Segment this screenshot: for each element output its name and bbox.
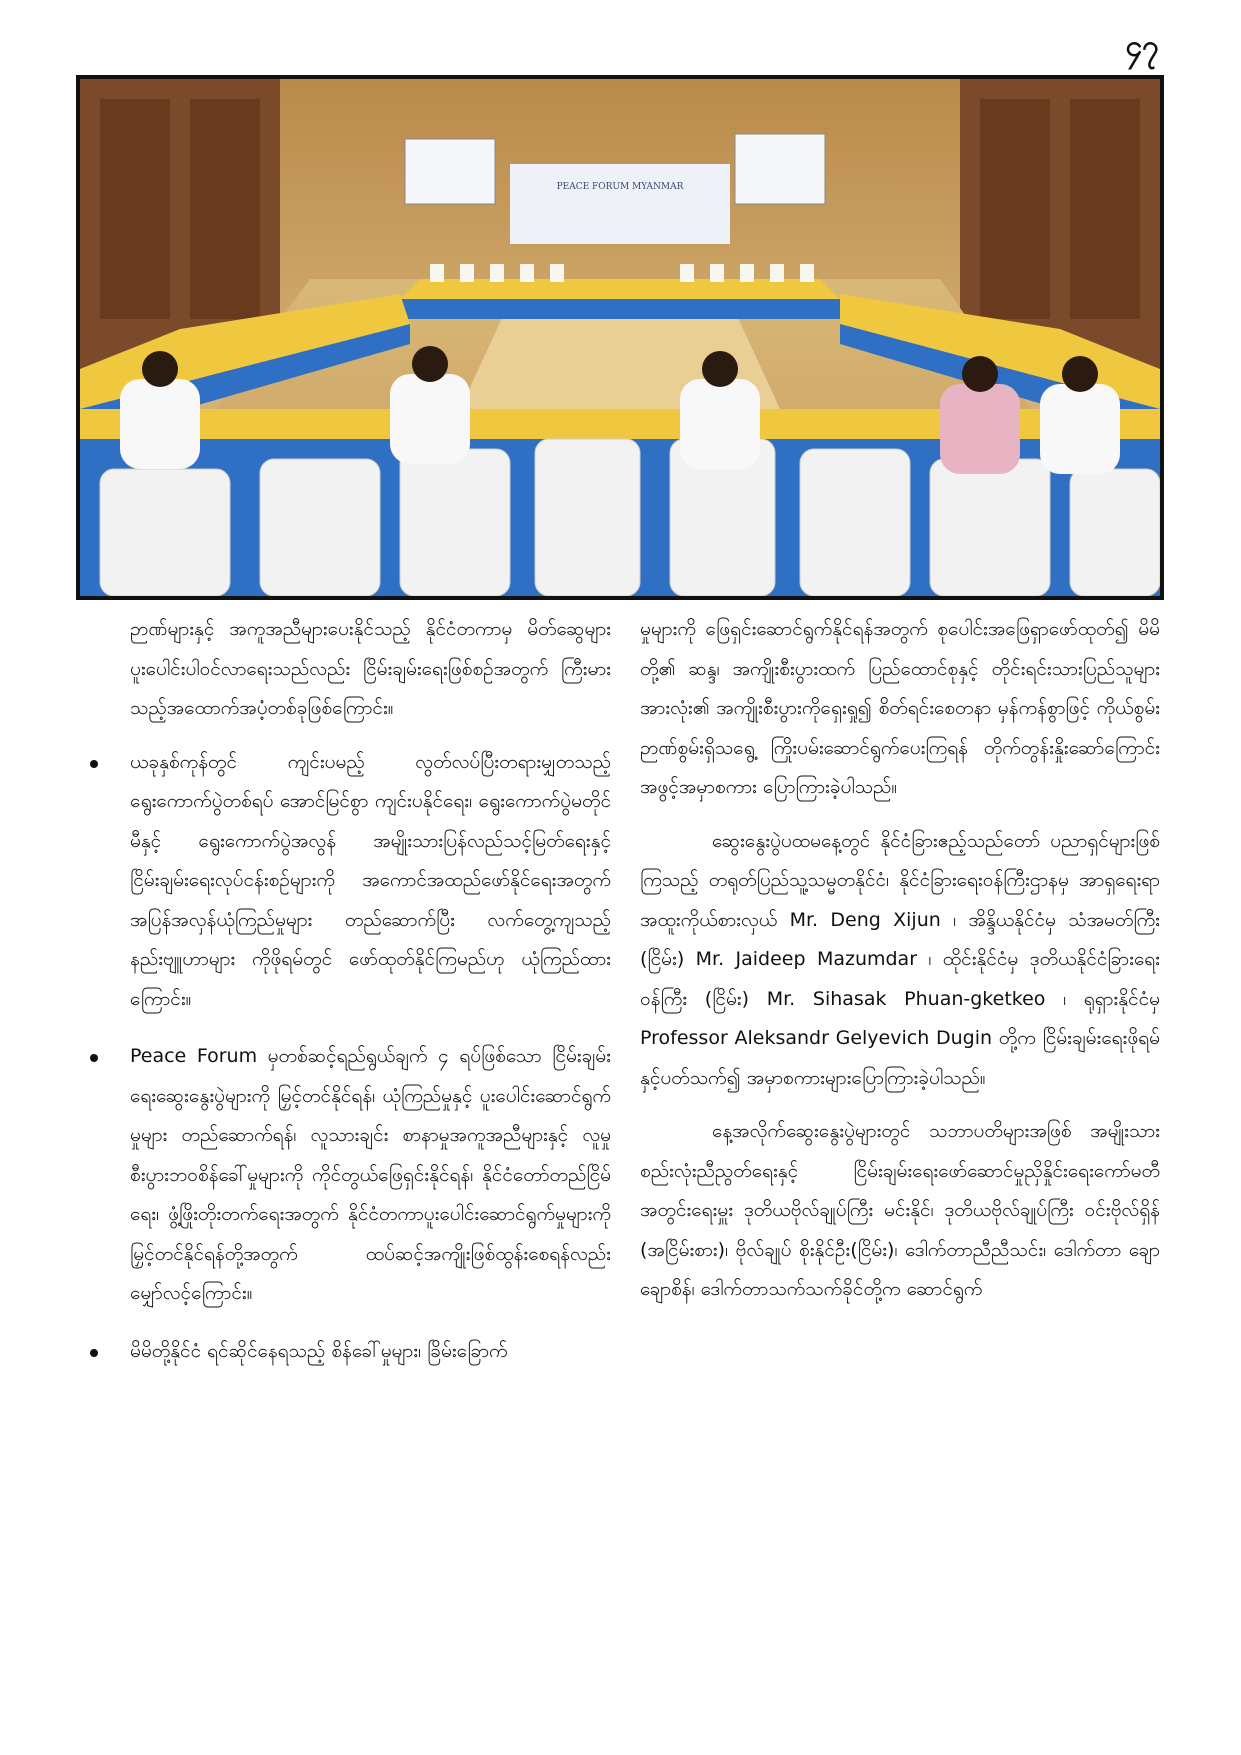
- right-paragraph: ဆွေးနွေးပွဲပထမနေ့တွင် နိုင်ငံခြားဧည့်သည်တော် ပညာရှင်များဖြစ်ကြသည့် တရုတ်ပြည်သူ့သမ္မတနိုင်ငံ၊ နိုင်ငံခြားရေးဝန်ကြီးဌာနမှ အာရှရေးရာအထူးကိုယ်စားလှယ် Mr. Deng Xijun ၊ အိန္ဒိယနိုင်ငံမှ သံအမတ်ကြီး (ငြိမ်း) Mr. Jaideep Mazumdar ၊ ထိုင်းနိုင်ငံမှ ဒုတိယနိုင်ငံခြားရေးဝန်ကြီး (ငြိမ်း) Mr. Sihasak Phuan-gketkeo ၊ ရုရှားနိုင်ငံမှ Professor Aleksandr Gelyevich Dugin တို့က ငြိမ်းချမ်းရေးဖိုရမ်နှင့်ပတ်သက်၍ အမှာစကားများပြောကြားခဲ့ပါသည်။: [640, 829, 1160, 1089]
- left-column: [96, 610, 611, 1389]
- bullet-icon: [90, 760, 98, 768]
- left-continuation: ဉာဏ်များနှင့် အကူအညီများပေးနိုင်သည့် နိုင်ငံတကာမှ မိတ်ဆွေများ ပူးပေါင်းပါဝင်လာရေးသည်လည်း ငြိမ်းချမ်းရေးဖြစ်စဉ်အတွက် ကြီးမားသည့်အထောက်အပံ့တစ်ခုဖြစ်ကြောင်း။: [130, 618, 611, 719]
- bullet-text: ယခုနှစ်ကုန်တွင် ကျင်းပမည့် လွတ်လပ်ပြီးတရားမျှတသည့် ရွေးကောက်ပွဲတစ်ရပ် အောင်မြင်စွာ ကျင်းပနိုင်ရေး၊ ရွေးကောက်ပွဲမတိုင်မီနှင့် ရွေးကောက်ပွဲအလွန် အမျိုးသားပြန်လည်သင့်မြတ်ရေးနှင့် ငြိမ်းချမ်းရေးလုပ်ငန်းစဉ်များကို အကောင်အထည်ဖော်နိုင်ရေးအတွက် အပြန်အလှန်ယုံကြည်မှုများ တည်ဆောက်ပြီး လက်တွေ့ကျသည့် နည်းဗျူဟာများ ကိုဖိုရမ်တွင် ဖော်ထုတ်နိုင်ကြမည်ဟု ယုံကြည်ထားကြောင်း။: [130, 750, 611, 1010]
- right-paragraph: မှုများကို ဖြေရှင်းဆောင်ရွက်နိုင်ရန်အတွက် စုပေါင်းအဖြေရှာဖော်ထုတ်၍ မိမိတို့၏ ဆန္ဒ၊ အကျိုးစီးပွားထက် ပြည်ထောင်စုနှင့် တိုင်းရင်းသားပြည်သူများအားလုံး၏ အကျိုးစီးပွားကိုရှေးရှု၍ စိတ်ရင်းစေတနာ မှန်ကန်စွာဖြင့် ကိုယ်စွမ်းဉာဏ်စွမ်းရှိသရွေ့ ကြိုးပမ်းဆောင်ရွက်ပေးကြရန် တိုက်တွန်းနှိုးဆော်ကြောင်း အဖွင့်အမှာစကား ပြောကြားခဲ့ပါသည်။: [640, 618, 1160, 798]
- bullet-text: မိမိတို့နိုင်ငံ ရင်ဆိုင်နေရသည့် စိန်ခေါ်မှုများ၊ ခြိမ်းခြောက်: [130, 1339, 508, 1362]
- right-column: [640, 610, 1160, 1324]
- conference-photo: [76, 75, 1164, 600]
- bullet-text: Peace Forum မှတစ်ဆင့်ရည်ရွယ်ချက် ၄ ရပ်ဖြစ်သော ငြိမ်းချမ်းရေးဆွေးနွေးပွဲများကို မြှင့်တင်နိုင်ရန်၊ ယုံကြည်မှုနှင့် ပူးပေါင်းဆောင်ရွက်မှုများ တည်ဆောက်ရန်၊ လူသားချင်း စာနာမှုအကူအညီများနှင့် လူမှုစီးပွားဘဝစိန်ခေါ်မှုများကို ကိုင်တွယ်ဖြေရှင်းနိုင်ရန်၊ နိုင်ငံတော်တည်ငြိမ်ရေး၊ ဖွံ့ဖြိုးတိုးတက်ရေးအတွက် နိုင်ငံတကာပူးပေါင်းဆောင်ရွက်မှုများကို မြှင့်တင်နိုင်ရန်တို့အတွက် ထပ်ဆင့်အကျိုးဖြစ်ထွန်းစေရန်လည်း မျှော်လင့်ကြောင်း။: [130, 1045, 611, 1304]
- bullet-icon: [90, 1054, 98, 1062]
- bullet-item: [96, 743, 611, 1020]
- bullet-item: [96, 1332, 611, 1372]
- bullet-item: [96, 1037, 611, 1314]
- bullet-icon: [90, 1349, 98, 1357]
- page-number: ၄၇: [1125, 29, 1159, 64]
- banner-text: PEACE FORUM MYANMAR: [556, 182, 684, 192]
- right-paragraph: နေ့အလိုက်ဆွေးနွေးပွဲများတွင် သဘာပတိများအဖြစ် အမျိုးသားစည်းလုံးညီညွတ်ရေးနှင့် ငြိမ်းချမ်းရေးဖော်ဆောင်မှုညှိနှိုင်းရေးကော်မတီအတွင်းရေးမှူး ဒုတိယဗိုလ်ချုပ်ကြီး မင်းနိုင်၊ ဒုတိယဗိုလ်ချုပ်ကြီး ဝင်းဗိုလ်ရှိန် (အငြိမ်းစား)၊ ဗိုလ်ချုပ် စိုးနိုင်ဦး(ငြိမ်း)၊ ဒေါက်တာညီညီသင်း၊ ဒေါက်တာ ချောချောစိန်၊ ဒေါက်တာသက်သက်ခိုင်တို့က ဆောင်ရွက်: [640, 1120, 1160, 1300]
